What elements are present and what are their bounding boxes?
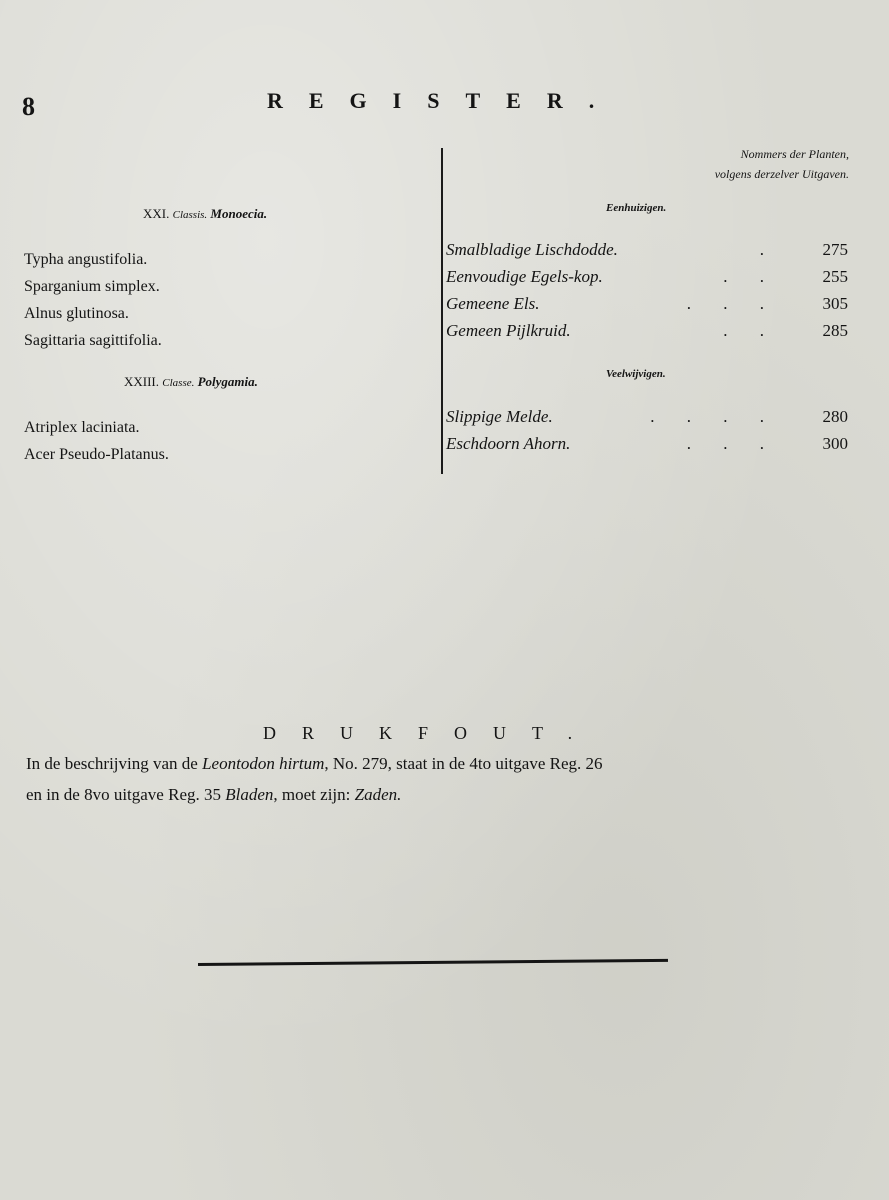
plant-name: Eschdoorn Ahorn. <box>446 434 571 453</box>
dutch-list-eenhuizigen <box>446 236 848 344</box>
plant-number: 285 <box>822 321 848 340</box>
errata-text: en in de 8vo uitgave Reg. 35 <box>26 785 226 804</box>
errata-text: , moet zijn: <box>273 785 355 804</box>
list-item: Alnus glutinosa. <box>24 305 129 322</box>
list-item <box>446 236 848 263</box>
list-item: Typha angustifolia. <box>24 251 148 268</box>
list-item: Acer Pseudo-Platanus. <box>24 446 169 463</box>
column-header <box>715 144 849 184</box>
errata-species: Leontodon hirtum <box>202 754 325 773</box>
list-item <box>446 263 848 290</box>
group-heading-eenhuizigen: Eenhuizigen. <box>606 202 667 214</box>
column-divider <box>441 148 443 474</box>
errata-wrong-term: Bladen <box>225 785 274 804</box>
leader-dots: . . <box>723 321 778 340</box>
class-heading-polygamia <box>124 374 258 390</box>
errata-text: In de beschrijving van de <box>26 754 203 773</box>
plant-name: Eenvoudige Egels-kop. <box>446 267 603 286</box>
plant-number: 300 <box>822 434 848 453</box>
errata-text: , No. 279, staat in de 4to uitgave Reg. 26 <box>324 754 603 773</box>
column-header-line1: Nommers der Planten, <box>740 147 849 161</box>
plant-name: Gemeene Els. <box>446 294 540 313</box>
errata-title: DRUKFOUT. <box>263 723 599 743</box>
leader-dots: . . . <box>686 294 778 313</box>
list-item <box>446 317 848 344</box>
list-item: Sagittaria sagittifolia. <box>24 332 162 349</box>
list-item: Sparganium simplex. <box>24 278 160 295</box>
list-item <box>446 403 848 430</box>
class-heading-monoecia <box>143 206 267 222</box>
plant-number: 255 <box>822 267 848 286</box>
leader-dots: . . . . <box>650 407 778 426</box>
plant-number: 305 <box>822 294 848 313</box>
list-item <box>446 430 848 457</box>
list-item: Atriplex laciniata. <box>24 419 140 436</box>
plant-number: 280 <box>822 407 848 426</box>
column-header-line2: volgens derzelver Uitgaven. <box>714 167 849 181</box>
class-label: Classis. <box>172 209 208 221</box>
leader-dots: . . . <box>686 434 778 453</box>
leader-dots: . <box>759 240 778 259</box>
plant-name: Smalbladige Lischdodde. <box>446 240 618 259</box>
latin-list-monoecia <box>24 246 162 354</box>
errata-paragraph <box>26 748 836 810</box>
class-name: Polygamia. <box>197 374 258 389</box>
list-item <box>446 290 848 317</box>
plant-name: Gemeen Pijlkruid. <box>446 321 571 340</box>
page-number: 8 <box>22 92 35 121</box>
class-name: Monoecia. <box>210 206 268 221</box>
plant-name: Slippige Melde. <box>446 407 553 426</box>
class-numeral: XXI. <box>143 206 170 221</box>
errata-correct-term: Zaden. <box>354 785 402 804</box>
page-title: REGISTER. <box>267 88 621 113</box>
errata-line-2 <box>26 779 836 810</box>
dutch-list-veelwijvigen <box>446 403 848 457</box>
class-label: Classe. <box>162 377 195 389</box>
leader-dots: . . <box>723 267 778 286</box>
latin-list-polygamia <box>24 414 169 468</box>
class-numeral: XXIII. <box>124 374 160 389</box>
plant-number: 275 <box>822 240 848 259</box>
group-heading-veelwijvigen: Veelwijvigen. <box>606 368 666 380</box>
